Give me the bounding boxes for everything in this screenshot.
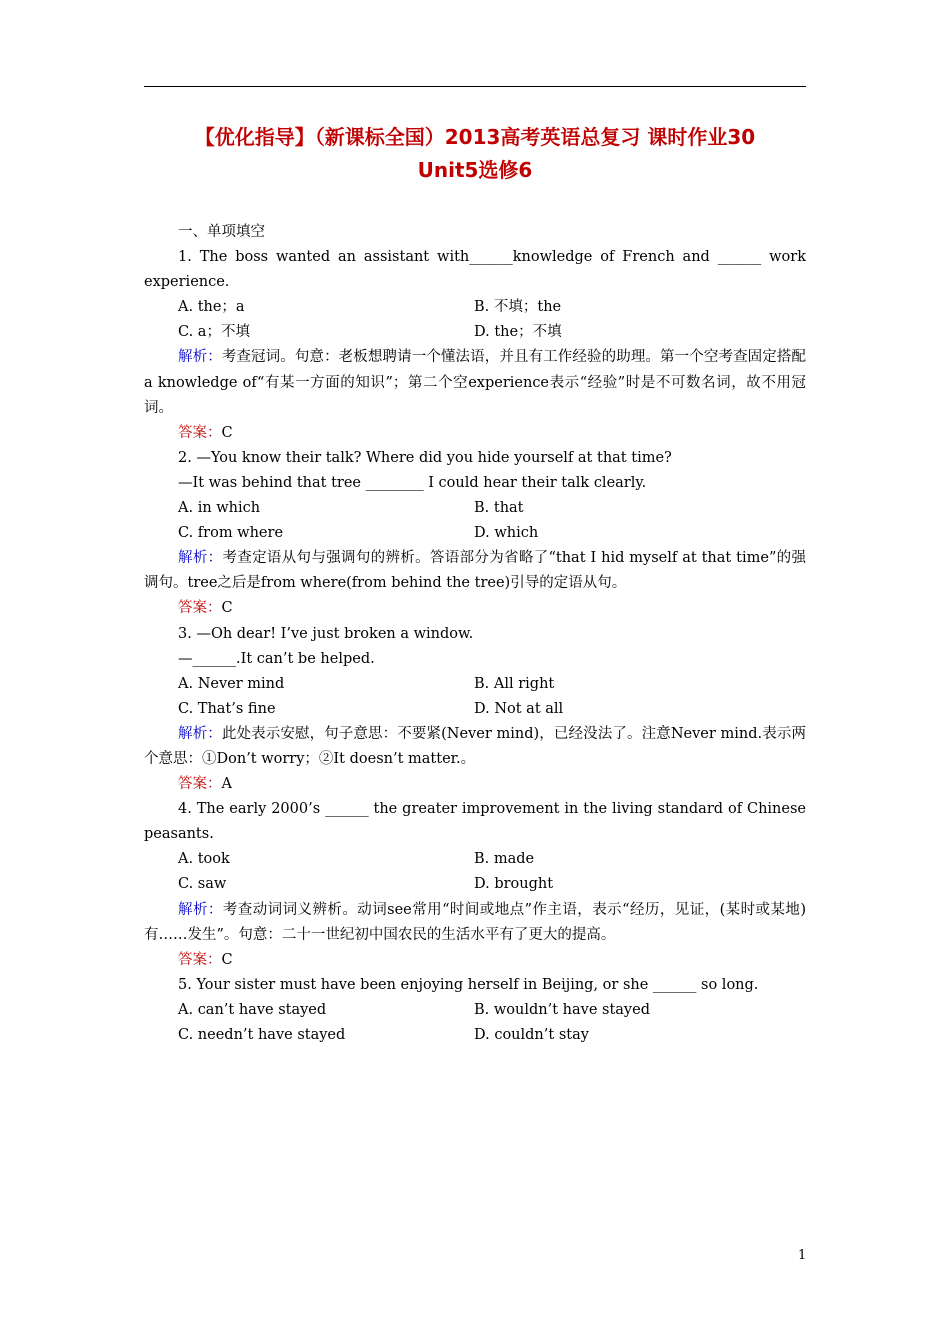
options-row xyxy=(144,521,806,546)
analysis-text: 此处表示安慰，句子意思：不要紧(Never mind)，已经没法了。注意Never mind.表示两个意思：①Don’t worry；②It doesn’t matter.。 xyxy=(144,725,806,767)
options-row xyxy=(144,847,806,872)
option-d: D. the；不填 xyxy=(474,324,562,341)
question-stem: 3. —Oh dear! I’ve just broken a window. xyxy=(178,625,474,642)
question-4 xyxy=(144,797,806,973)
document-body xyxy=(144,220,806,1048)
option-c: C. a；不填 xyxy=(178,324,250,341)
question-stem: 2. —You know their talk? Where did you hide yourself at that time? xyxy=(178,449,672,466)
options-row xyxy=(144,672,806,697)
option-d: D. Not at all xyxy=(474,700,564,717)
option-b: B. All right xyxy=(474,675,555,692)
answer-label: 答案： xyxy=(178,951,222,968)
analysis-text: 考查定语从句与强调句的辨析。答语部分为省略了“that I hid myself at that time”的强调句。tree之后是from where(from behind the tree)引导的定语从句。 xyxy=(144,550,807,592)
options-row xyxy=(144,697,806,722)
answer xyxy=(144,948,806,973)
answer-label: 答案： xyxy=(178,424,222,441)
document-subtitle: Unit5选修6 xyxy=(417,158,533,182)
page-number: 1 xyxy=(798,1248,807,1263)
option-a: A. took xyxy=(178,851,230,868)
option-b: B. made xyxy=(474,851,535,868)
options-row xyxy=(144,496,806,521)
question-stem: —______.It can’t be helped. xyxy=(178,650,375,667)
option-c: C. from where xyxy=(178,525,284,542)
analysis-text: 考查冠词。句意：老板想聘请一个懂法语，并且有工作经验的助理。第一个空考查固定搭配a knowledge of“有某一方面的知识”；第二个空experience表示“经验”时是不可数名词，故不用冠词。 xyxy=(144,349,807,416)
options-row xyxy=(144,320,806,345)
options-row xyxy=(144,1023,806,1048)
analysis xyxy=(144,898,806,948)
question-stem: —It was behind that tree ________ I could hear their talk clearly. xyxy=(178,474,647,491)
answer xyxy=(144,596,806,621)
question-stem: 1. The boss wanted an assistant with______knowledge of French and ______ work experience. xyxy=(144,249,806,291)
analysis xyxy=(144,345,806,420)
header-rule xyxy=(144,86,806,87)
option-b: B. that xyxy=(474,500,524,517)
question-5 xyxy=(144,973,806,1048)
option-b: B. 不填；the xyxy=(474,299,562,316)
option-a: A. the；a xyxy=(178,299,245,316)
analysis xyxy=(144,722,806,772)
answer-label: 答案： xyxy=(178,776,222,793)
analysis-label: 解析： xyxy=(178,550,223,567)
options-row xyxy=(144,998,806,1023)
analysis-label: 解析： xyxy=(178,349,222,366)
answer xyxy=(144,772,806,797)
answer-value: C xyxy=(221,600,233,617)
option-c: C. That’s fine xyxy=(178,700,276,717)
answer-value: C xyxy=(221,424,233,441)
section-title: 一、单项填空 xyxy=(178,224,265,240)
option-a: A. in which xyxy=(178,500,261,517)
option-d: D. couldn’t stay xyxy=(474,1027,589,1043)
analysis-text: 考查动词词义辨析。动词see常用“时间或地点”作主语，表示“经历，见证，(某时或某地)有……发生”。句意：二十一世纪初中国农民的生活水平有了更大的提高。 xyxy=(144,901,807,943)
question-stem: 5. Your sister must have been enjoying herself in Beijing, or she ______ so long. xyxy=(178,976,759,993)
answer-label: 答案： xyxy=(178,600,222,617)
question-1 xyxy=(144,245,806,446)
answer-value: C xyxy=(221,951,233,968)
analysis-label: 解析： xyxy=(178,725,222,742)
option-d: D. which xyxy=(474,525,539,542)
option-b: B. wouldn’t have stayed xyxy=(474,1001,650,1018)
option-d: D. brought xyxy=(474,876,554,893)
option-c: C. saw xyxy=(178,876,227,893)
analysis xyxy=(144,546,806,596)
question-2 xyxy=(144,446,806,622)
option-a: A. can’t have stayed xyxy=(178,1001,327,1018)
question-3 xyxy=(144,622,806,798)
options-row xyxy=(144,295,806,320)
option-a: A. Never mind xyxy=(178,675,285,692)
answer xyxy=(144,421,806,446)
question-stem: 4. The early 2000’s ______ the greater improvement in the living standard of Chinese peasants. xyxy=(144,801,806,843)
answer-value: A xyxy=(221,776,232,793)
options-row xyxy=(144,872,806,897)
option-c: C. needn’t have stayed xyxy=(178,1027,346,1043)
analysis-label: 解析： xyxy=(178,901,223,918)
document-title: 【优化指导】（新课标全国）2013高考英语总复习 课时作业30 xyxy=(194,125,756,149)
